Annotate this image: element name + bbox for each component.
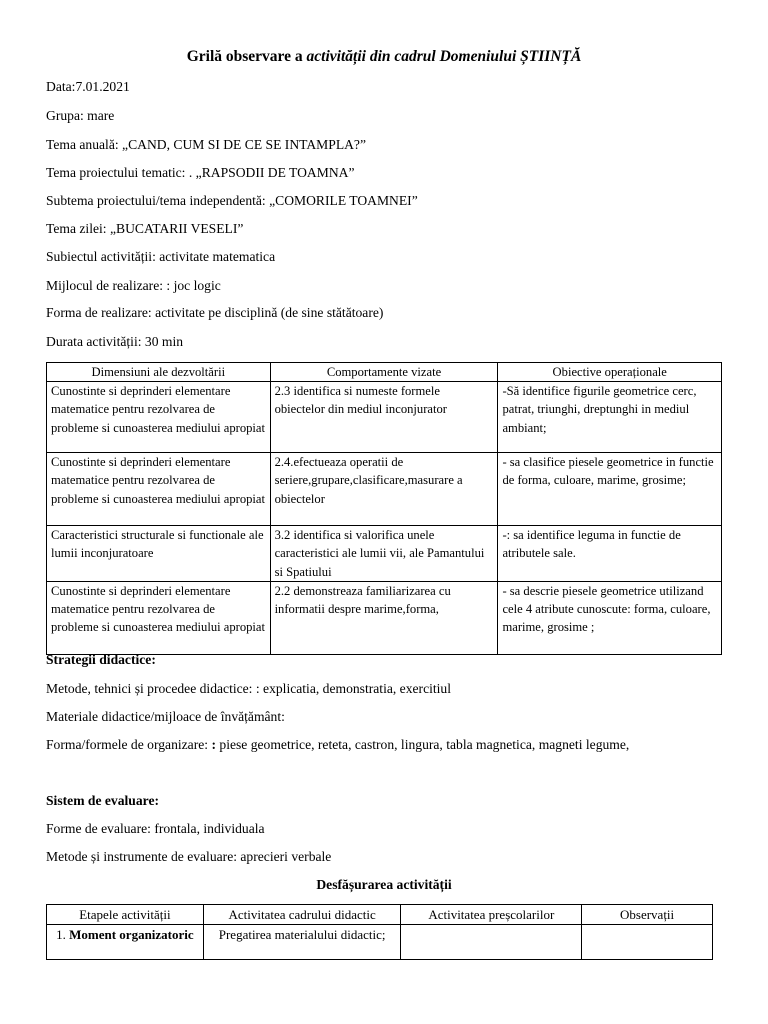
strategies-materials: Materiale didactice/mijloace de învățământ:: [46, 709, 285, 724]
column-header: Obiective operaționale: [498, 363, 722, 382]
strategies-forms: Forma/formele de organizare: : piese geometrice, reteta, castron, lingura, tabla magnetica, magneti legume,: [46, 737, 630, 752]
table-cell: [401, 925, 582, 960]
table-row: [47, 581, 722, 654]
table-cell: 1. Moment organizatoric: [47, 925, 204, 960]
activity-heading: Desfășurarea activității: [316, 877, 452, 892]
table-header-row: [47, 905, 713, 925]
column-header: Dimensiuni ale dezvoltării: [47, 363, 271, 382]
column-header: Observații: [582, 905, 713, 925]
activity-table: [46, 904, 713, 960]
document-title: Grilă observare a activității din cadrul Domeniului ȘTIINȚĂ: [186, 48, 582, 65]
table-cell: 2.2 demonstreaza familiarizarea cu informatii despre marime,forma,: [270, 581, 498, 654]
column-header: Activitatea cadrului didactic: [203, 905, 401, 925]
evaluation-heading: Sistem de evaluare:: [46, 793, 160, 808]
table-row: [47, 925, 713, 960]
info-date: Data:7.01.2021: [46, 79, 130, 94]
table-cell: - sa descrie piesele geometrice utilizand cele 4 atribute cunoscute: forma, culoare, marime, grosime ;: [498, 581, 722, 654]
table-cell: [582, 925, 713, 960]
table-header-row: [47, 363, 722, 382]
table-cell: -: sa identifice leguma in functie de atributele sale.: [498, 526, 722, 582]
table-row: [47, 526, 722, 582]
table-cell: Cunostinte si deprinderi elementare matematice pentru rezolvarea de probleme si cunoasterea mediului apropiat: [47, 581, 271, 654]
table-cell: Pregatirea materialului didactic;: [203, 925, 401, 960]
table-cell: - sa clasifice piesele geometrice in functie de forma, culoare, marime, grosime;: [498, 453, 722, 526]
column-header: Comportamente vizate: [270, 363, 498, 382]
info-subject: Subiectul activității: activitate matematica: [46, 249, 276, 264]
objectives-table: [46, 362, 722, 655]
table-cell: 2.3 identifica si numeste formele obiectelor din mediul inconjurator: [270, 382, 498, 453]
evaluation-forms: Forme de evaluare: frontala, individuala: [46, 821, 265, 836]
strategies-methods: Metode, tehnici și procedee didactice: : explicatia, demonstratia, exercitiul: [46, 681, 452, 696]
info-means: Mijlocul de realizare: : joc logic: [46, 278, 221, 293]
table-cell: Caracteristici structurale si functionale ale lumii inconjuratoare: [47, 526, 271, 582]
table-cell: Cunostinte si deprinderi elementare matematice pentru rezolvarea de probleme si cunoasterea mediului apropiat: [47, 382, 271, 453]
table-row: [47, 453, 722, 526]
table-cell: Cunostinte si deprinderi elementare matematice pentru rezolvarea de probleme si cunoasterea mediului apropiat: [47, 453, 271, 526]
table-row: [47, 382, 722, 453]
table-cell: 2.4.efectueaza operatii de seriere,grupare,clasificare,masurare a obiectelor: [270, 453, 498, 526]
strategies-heading: Strategii didactice:: [46, 652, 156, 667]
evaluation-methods: Metode și instrumente de evaluare: aprecieri verbale: [46, 849, 332, 864]
info-day-theme: Tema zilei: „BUCATARII VESELI”: [46, 221, 244, 236]
column-header: Etapele activității: [47, 905, 204, 925]
info-subtheme: Subtema proiectului/tema independentă: „COMORILE TOAMNEI”: [46, 193, 418, 208]
table-cell: -Să identifice figurile geometrice cerc, patrat, triunghi, dreptunghi in mediul ambiant;: [498, 382, 722, 453]
info-annual-theme: Tema anuală: „CAND, CUM SI DE CE SE INTAMPLA?”: [46, 137, 367, 152]
table-cell: 3.2 identifica si valorifica unele caracteristici ale lumii vii, ale Pamantului si Spatiului: [270, 526, 498, 582]
column-header: Activitatea preșcolarilor: [401, 905, 582, 925]
info-duration: Durata activității: 30 min: [46, 334, 184, 349]
info-group: Grupa: mare: [46, 108, 115, 123]
info-form: Forma de realizare: activitate pe disciplină (de sine stătătoare): [46, 305, 384, 320]
info-project-theme: Tema proiectului tematic: . „RAPSODII DE TOAMNA”: [46, 165, 355, 180]
